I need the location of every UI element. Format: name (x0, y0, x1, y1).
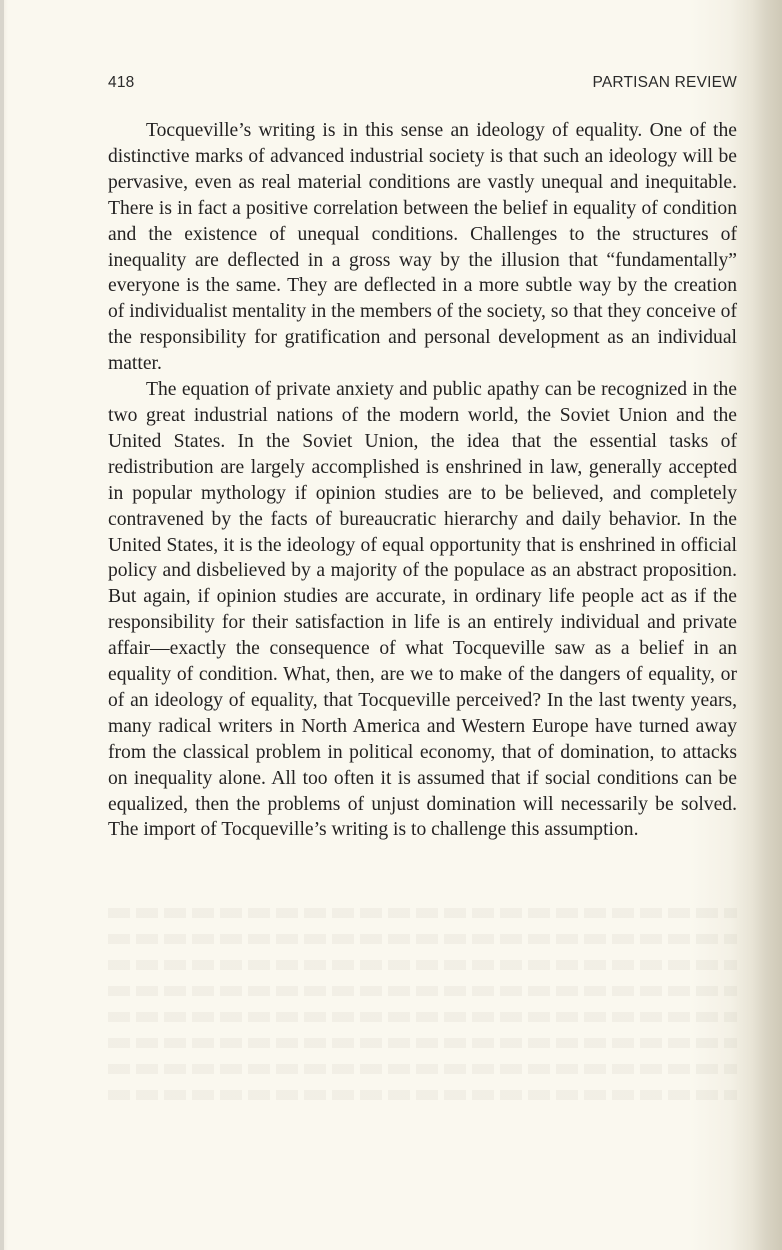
article-body (108, 118, 737, 843)
running-head (108, 74, 737, 92)
paragraph: Tocqueville’s writing is in this sense an ideology of equality. One of the distinctive marks of advanced industrial society is that such an ideology will be pervasive, even as real material conditions are vastly unequal and inequitable. There is in fact a positive correlation between the belief in equality of condition and the existence of unequal conditions. Challenges to the structures of inequality are deflected in a gross way by the illusion that “fundamentally” everyone is the same. They are deflected in a more subtle way by the creation of individualist mentality in the members of the society, so that they conceive of the responsibility for gratification and personal development as an individual matter. (108, 120, 737, 375)
page-gutter-edge (0, 0, 4, 1250)
journal-title: PARTISAN REVIEW (592, 74, 737, 91)
bleed-through-text (108, 908, 737, 1116)
page-number: 418 (108, 74, 135, 91)
paragraph: The equation of private anxiety and public apathy can be recognized in the two great industrial nations of the modern world, the Soviet Union and the United States. In the Soviet Union, the idea that the essential tasks of redistribution are largely accomplished is enshrined in law, generally accepted in popular mythology if opinion studies are to be believed, and completely contravened by the facts of bureaucratic hierarchy and daily behavior. In the United States, it is the ideology of equal opportunity that is enshrined in official policy and disbelieved by a majority of the populace as an abstract proposition. But again, if opinion studies are accurate, in ordinary life people act as if the responsibility for their satisfaction in life is an entirely individual and private affair—exactly the consequence of what Tocqueville saw as a belief in an equality of condition. What, then, are we to make of the dangers of equality, or of an ideology of equality, that Tocqueville perceived? In the last twenty years, many radical writers in North America and Western Europe have turned away from the classical problem in political economy, that of domination, to attacks on inequality alone. All too often it is assumed that if social conditions can be equalized, then the problems of unjust domination will necessarily be solved. The import of Tocqueville’s writing is to challenge this assumption. (108, 379, 737, 841)
